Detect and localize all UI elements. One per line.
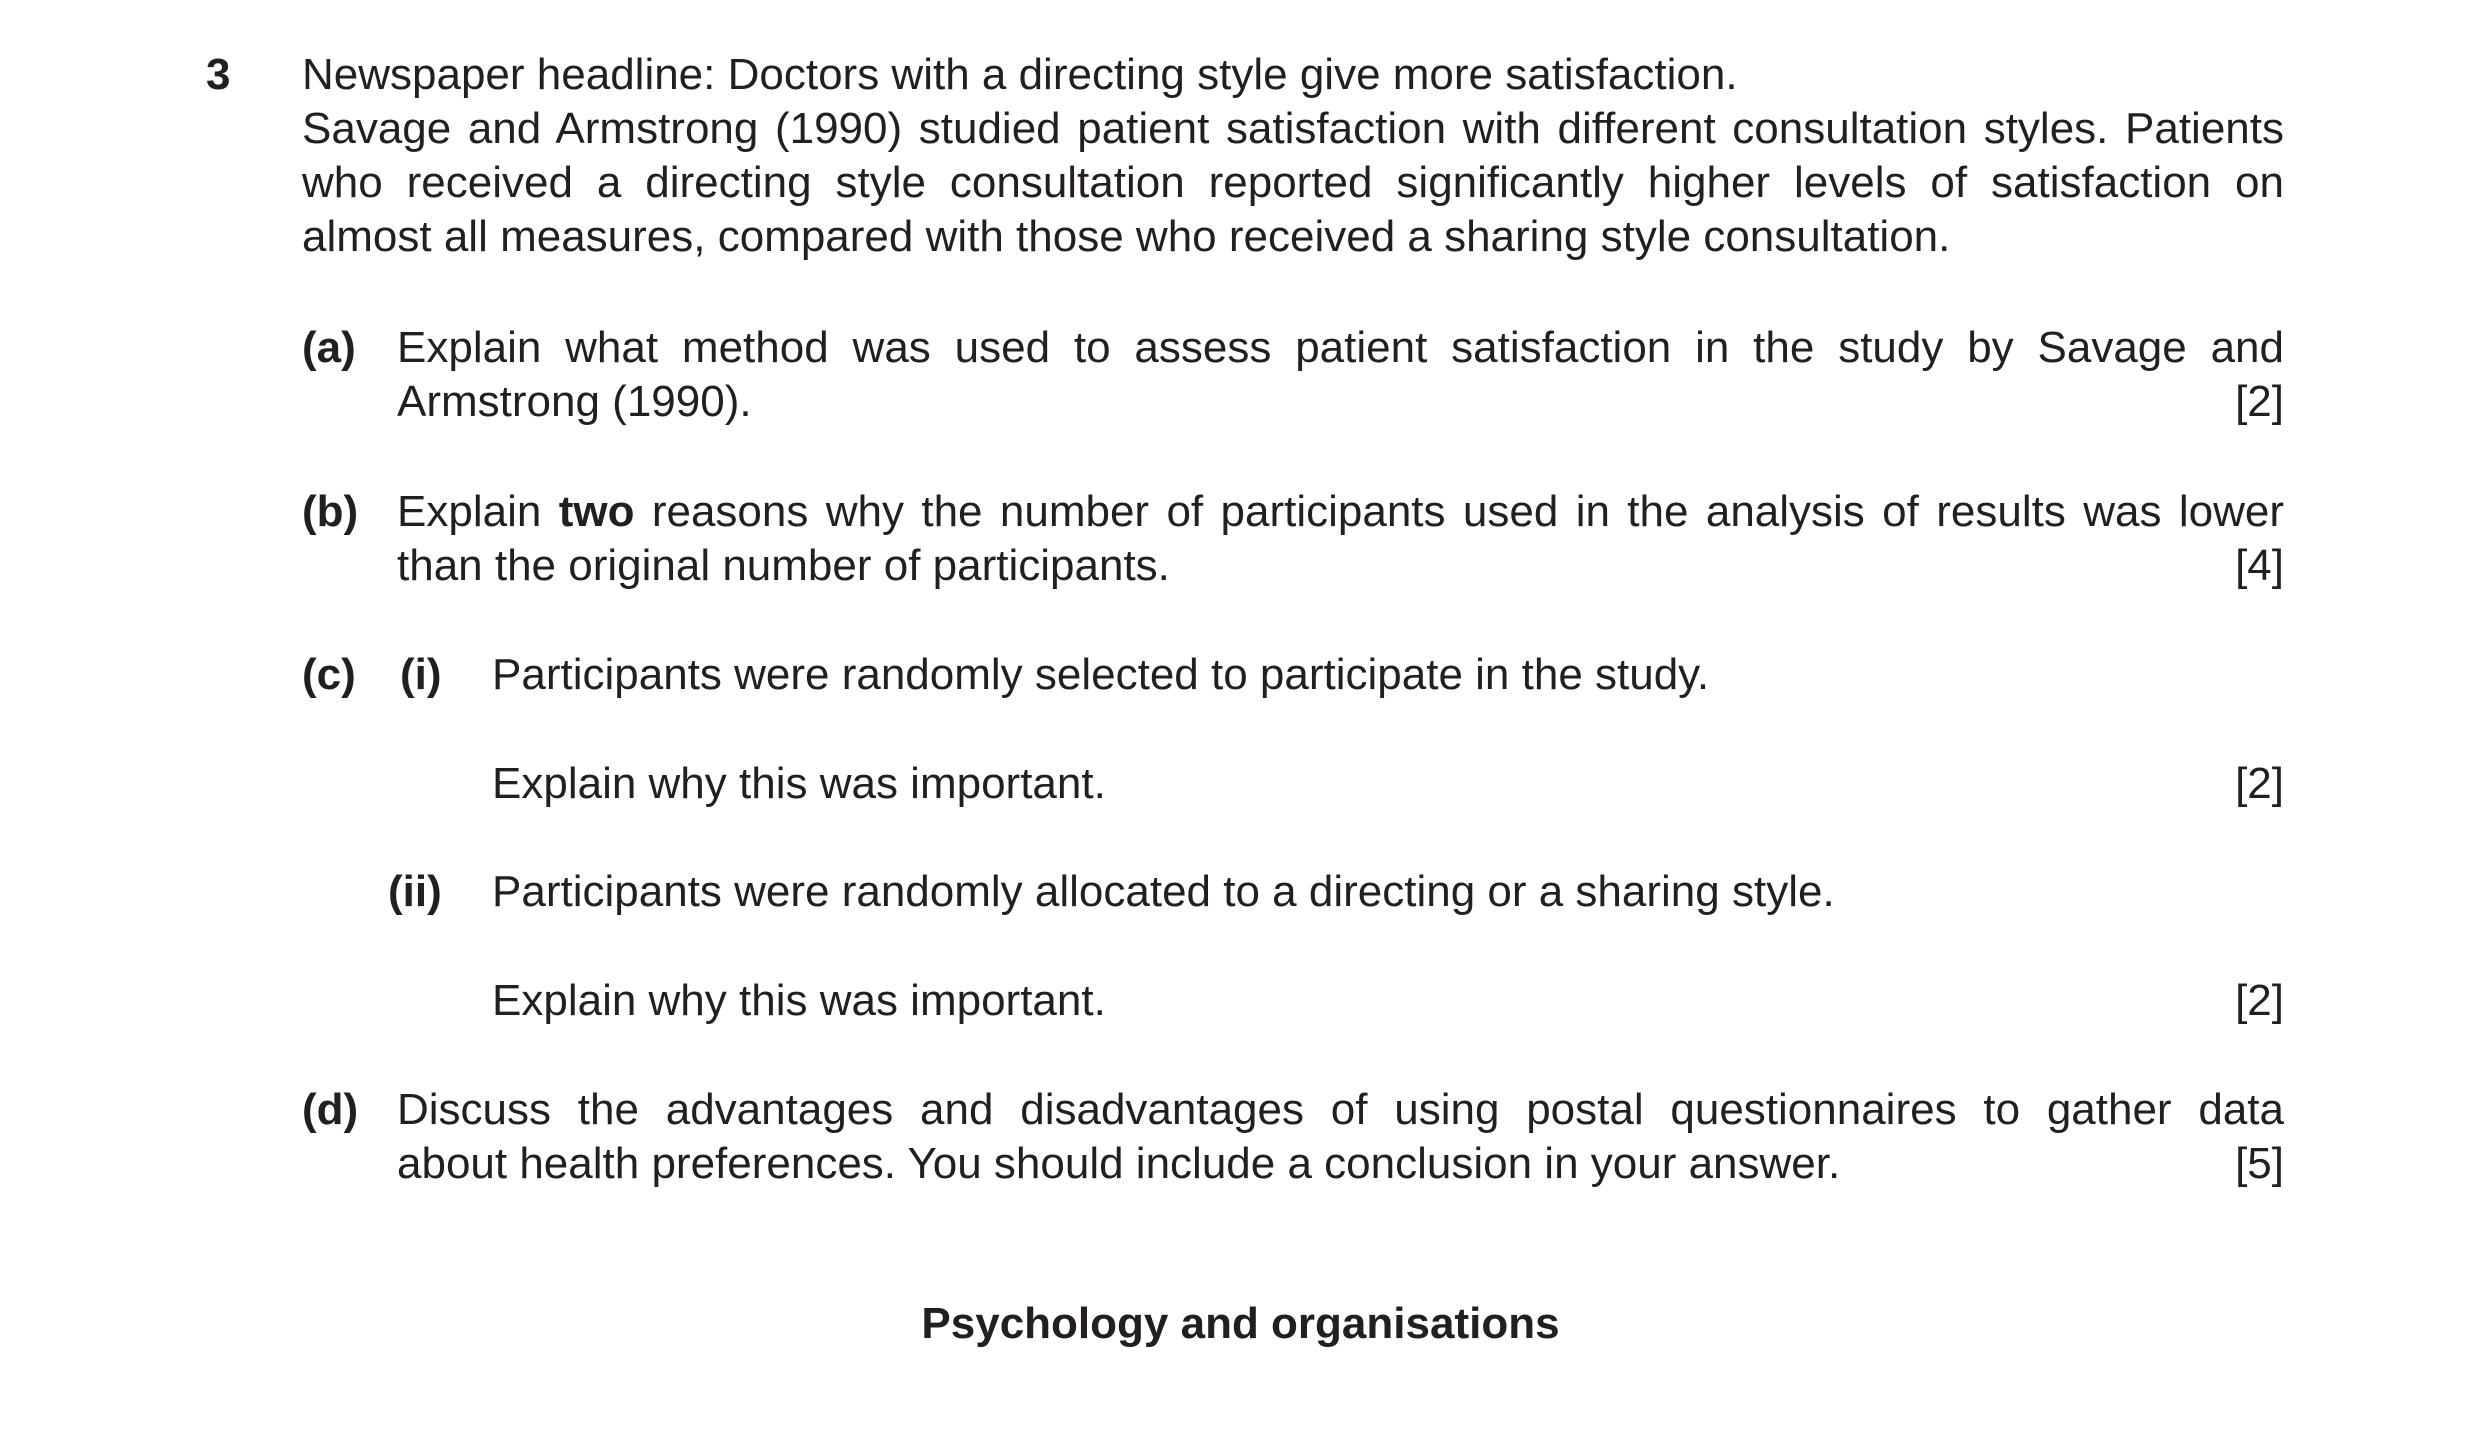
part-b-line1 xyxy=(397,485,2284,539)
part-a-line1: Explain what method was used to assess patient satisfaction in the study by Savage and xyxy=(397,323,2284,372)
part-a-marks: [2] xyxy=(2235,377,2284,426)
part-b-marks: [4] xyxy=(2235,541,2284,590)
part-c-ii-label: (ii) xyxy=(388,867,442,916)
part-d xyxy=(302,1083,2284,1191)
part-c-i xyxy=(302,648,2284,702)
part-c-i-instruction: Explain why this was important. xyxy=(492,759,1106,808)
part-b-prefix: Explain xyxy=(397,487,559,536)
part-c-ii-statement: Participants were randomly allocated to a directing or a sharing style. xyxy=(492,867,1835,916)
context-text: Savage and Armstrong (1990) studied patient satisfaction with different consultation styles. Patients who received a directing style consultation reported significantly higher levels of satisfaction on almost all measures, compared with those who received a sharing style consultation. xyxy=(302,104,2284,261)
part-a-label: (a) xyxy=(302,323,356,372)
part-b-line2 xyxy=(397,539,2284,593)
headline-text: Newspaper headline: Doctors with a directing style give more satisfaction. xyxy=(302,50,1738,99)
question-number: 3 xyxy=(206,50,231,99)
part-a-line2 xyxy=(397,375,2284,429)
part-b-bold-word: two xyxy=(558,487,635,536)
part-d-label: (d) xyxy=(302,1085,359,1134)
part-d-line2-text: about health preferences. You should include a conclusion in your answer. xyxy=(397,1139,1841,1188)
part-c-i-statement: Participants were randomly selected to participate in the study. xyxy=(492,650,1710,699)
part-c-ii-instruction: Explain why this was important. xyxy=(492,976,1106,1025)
part-c-i-label: (i) xyxy=(400,650,442,699)
part-a xyxy=(302,321,2284,429)
part-c-i-instruction-line xyxy=(492,757,2284,811)
section-heading: Psychology and organisations xyxy=(921,1299,1560,1348)
part-b-label: (b) xyxy=(302,487,359,536)
part-c-ii xyxy=(302,865,2284,919)
part-d-marks: [5] xyxy=(2235,1139,2284,1188)
part-c-label: (c) xyxy=(302,650,356,699)
part-d-line1: Discuss the advantages and disadvantages of using postal questionnaires to gather data xyxy=(397,1085,2284,1134)
part-b-line2-text: than the original number of participants. xyxy=(397,541,1170,590)
part-b-line1-rest: reasons why the number of participants used in the analysis of results was lower xyxy=(634,487,2284,536)
part-a-line2-text: Armstrong (1990). xyxy=(397,377,752,426)
part-d-line2 xyxy=(397,1137,2284,1191)
part-c-ii-marks: [2] xyxy=(2235,976,2284,1025)
part-c-ii-instruction-line xyxy=(492,974,2284,1028)
part-b xyxy=(302,485,2284,593)
part-c-i-instruction-row xyxy=(302,757,2284,811)
part-c-ii-instruction-row xyxy=(302,974,2284,1028)
question-stem xyxy=(302,48,2284,264)
part-c-i-marks: [2] xyxy=(2235,759,2284,808)
